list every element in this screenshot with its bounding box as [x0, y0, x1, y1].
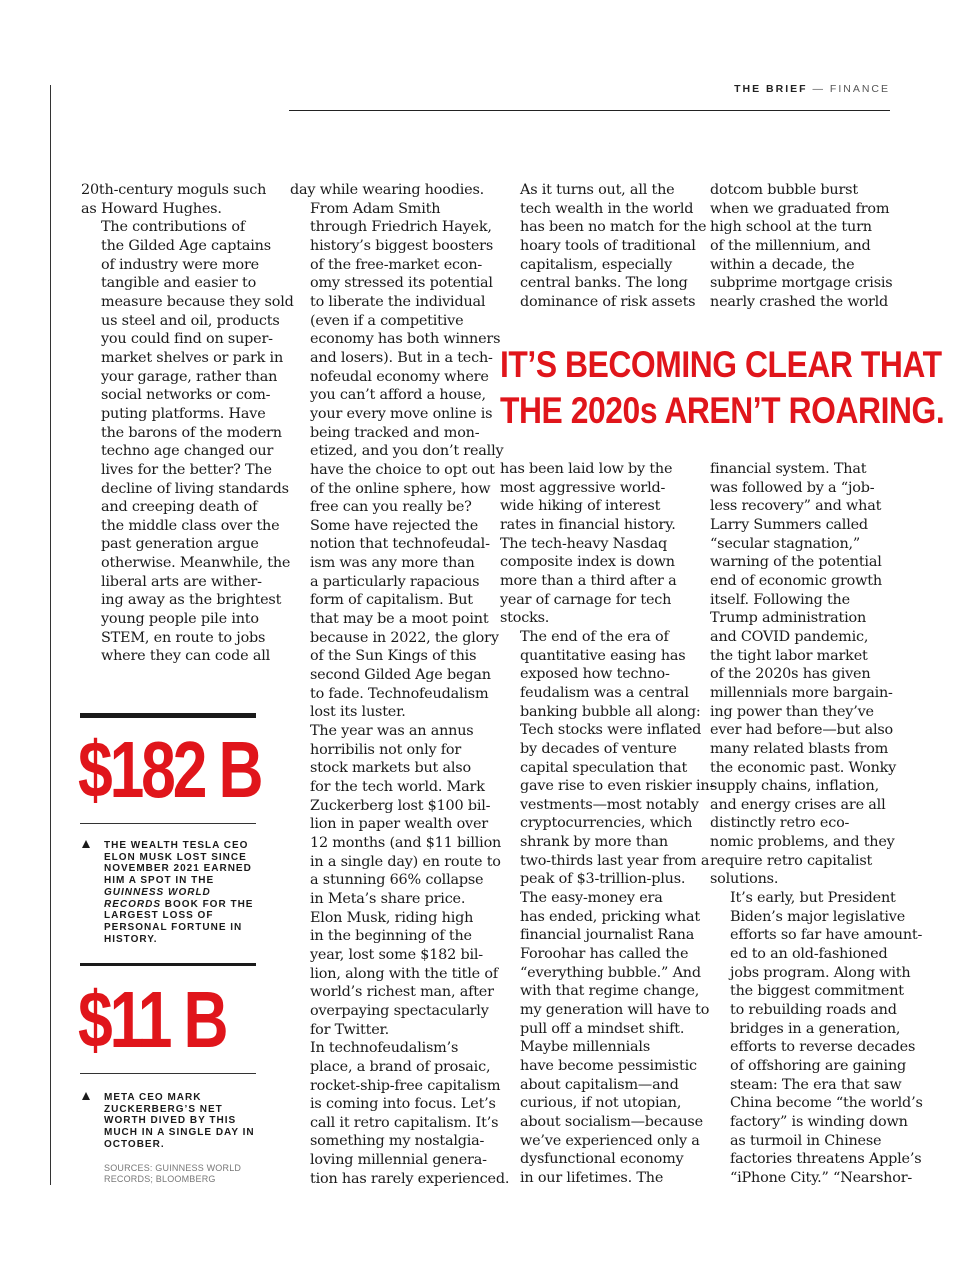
text-line: hoary tools of traditional: [520, 237, 696, 254]
text-line: world’s richest man, after: [310, 984, 494, 1001]
column-4-bottom: [710, 460, 923, 1188]
paragraph: [500, 181, 707, 312]
text-line: ism was any more than: [310, 555, 475, 572]
text-line: “secular stagnation,”: [710, 535, 861, 552]
paragraph: [500, 889, 710, 1038]
text-line: to rebuilding roads and: [730, 1002, 897, 1019]
text-line: of the free-market econ-: [310, 256, 483, 273]
text-line: tech wealth in the world: [520, 200, 694, 217]
text-line: Biden’s major legislative: [730, 908, 906, 925]
text-line: in Meta’s share price.: [310, 890, 466, 907]
text-line: loving millennial genera-: [310, 1152, 487, 1169]
stat-caption-182b: [104, 840, 264, 945]
text-line: The tech-heavy Nasdaq: [500, 535, 668, 552]
text-line: tion has rarely experienced.: [310, 1170, 510, 1187]
text-line: notion that technofeudal-: [310, 536, 490, 553]
text-line: Some have rejected the: [310, 517, 479, 534]
text-line: for Twitter.: [310, 1021, 390, 1038]
text-line: cryptocurrencies, which: [520, 815, 693, 832]
paragraph: [500, 628, 715, 889]
text-line: less recovery” and what: [710, 498, 882, 515]
paragraph: [710, 460, 897, 889]
stat-value-182b: $182 B: [78, 725, 261, 814]
text-line: overpaying spectacularly: [310, 1002, 489, 1019]
text-line: the Gilded Age captains: [101, 237, 271, 254]
text-line: of the Sun Kings of this: [310, 648, 477, 665]
text-line: and COVID pandemic,: [710, 628, 869, 645]
section-header: [734, 83, 890, 95]
text-line: social networks or com-: [101, 387, 271, 404]
text-line: a particularly rapacious: [310, 573, 480, 590]
text-line: in a single day) en route to: [310, 853, 501, 870]
text-line: being tracked and mon-: [310, 424, 480, 441]
text-line: within a decade, the: [710, 256, 855, 273]
text-line: peak of $3-trillion-plus.: [520, 871, 686, 888]
text-line: require retro capitalist: [710, 852, 873, 869]
text-line: most aggressive world-: [500, 479, 666, 496]
text-line: history’s biggest boosters: [310, 237, 494, 254]
text-line: nofeudal economy where: [310, 368, 489, 385]
text-line: you can’t afford a house,: [310, 387, 486, 404]
text-line: you could find on super-: [101, 331, 273, 348]
text-line: warning of the potential: [710, 554, 882, 571]
text-line: many related blasts from: [710, 740, 889, 757]
text-line: as turmoil in Chinese: [730, 1132, 882, 1149]
margin-rule: [50, 85, 51, 1185]
header-label: THE BRIEF: [734, 83, 808, 95]
text-line: where they can code all: [101, 648, 271, 665]
text-line: we’ve experienced only a: [520, 1132, 700, 1149]
text-line: year of carnage for tech: [500, 591, 672, 608]
text-line: have become pessimistic: [520, 1058, 697, 1074]
text-line: subprime mortgage crisis: [710, 275, 893, 292]
text-line: The end of the era of: [520, 628, 669, 645]
text-line: the tight labor market: [710, 647, 868, 664]
text-line: millennials more bargain-: [710, 684, 893, 701]
text-line: when we graduated from: [710, 200, 890, 217]
text-line: feudalism was a central: [520, 684, 689, 701]
text-line: “iPhone City.” “Nearshor-: [730, 1169, 913, 1186]
text-line: past generation argue: [101, 536, 259, 553]
text-line: the middle class over the: [101, 517, 280, 534]
text-line: Foroohar has called the: [520, 946, 689, 963]
text-line: lion in paper wealth over: [310, 816, 488, 833]
text-line: Tech stocks were inflated: [520, 722, 702, 739]
text-line: the economic past. Wonky: [710, 759, 897, 776]
text-line: Elon Musk, riding high: [310, 909, 474, 926]
text-line: dysfunctional economy: [520, 1151, 684, 1168]
text-line: efforts so far have amount-: [730, 927, 923, 944]
text-line: call it retro capitalism. It’s: [310, 1114, 499, 1131]
text-line: gave rise to even riskier in-: [520, 778, 715, 795]
text-line: otherwise. Meanwhile, the: [101, 555, 291, 572]
text-line: about capitalism—and: [520, 1076, 679, 1093]
text-line: As it turns out, all the: [520, 182, 675, 198]
text-line: tangible and easier to: [101, 275, 257, 292]
text-line: the barons of the modern: [101, 424, 282, 441]
pull-quote: [500, 342, 945, 434]
text-line: lives for the better? The: [101, 461, 272, 478]
text-line: young people pile into: [101, 611, 259, 628]
text-line: composite index is down: [500, 554, 675, 571]
text-line: “everything bubble.” And: [520, 964, 701, 981]
text-line: through Friedrich Hayek,: [310, 219, 492, 236]
text-line: more than a third after a: [500, 572, 677, 589]
text-line: nomic problems, and they: [710, 834, 895, 851]
text-line: economy has both winners: [310, 331, 501, 348]
text-line: about socialism—because: [520, 1113, 703, 1130]
text-line: efforts to reverse decades: [730, 1039, 916, 1056]
text-line: your garage, rather than: [101, 368, 278, 385]
stat-rule: [80, 963, 256, 966]
text-line: pull off a mindset shift.: [520, 1020, 685, 1037]
text-line: measure because they sold: [101, 293, 294, 310]
paragraph: [500, 460, 678, 628]
stat-rule: [80, 823, 256, 824]
text-line: dotcom bubble burst: [710, 182, 858, 198]
text-line: and losers). But in a tech-: [310, 349, 493, 366]
triangle-icon: [82, 1092, 90, 1100]
text-line: ever had before—but also: [710, 722, 894, 739]
text-line: something my nostalgia-: [310, 1133, 485, 1150]
text-line: puting platforms. Have: [101, 405, 266, 422]
caption-text: THE WEALTH TESLA CEO ELON MUSK LOST SINCE NOVEMBER 2021 EARNED HIM A SPOT IN THE: [104, 840, 252, 887]
text-line: because in 2022, the glory: [310, 629, 499, 646]
text-line: STEM, en route to jobs: [101, 629, 266, 646]
stat-rule: [80, 713, 256, 718]
column-3-top: [500, 181, 707, 312]
text-line: lion, along with the title of: [310, 965, 498, 982]
paragraph: [710, 181, 893, 312]
text-line: solutions.: [710, 871, 779, 888]
text-line: free can you really be?: [310, 499, 472, 516]
text-line: Trump administration: [710, 610, 867, 627]
text-line: financial journalist Rana: [520, 927, 695, 944]
text-line: The easy-money era: [520, 890, 663, 907]
text-line: to liberate the individual: [310, 293, 486, 310]
text-line: jobs program. Along with: [730, 964, 911, 981]
stat-value-11b: $11 B: [78, 975, 226, 1064]
paragraph: [290, 1039, 510, 1188]
text-line: Zuckerberg lost $100 bil-: [310, 797, 491, 814]
paragraph: [290, 200, 504, 517]
text-line: for the tech world. Mark: [310, 779, 485, 795]
text-line: and creeping death of: [101, 499, 258, 516]
text-line: factories threatens Apple’s: [730, 1151, 922, 1168]
text-line: has been no match for the: [520, 219, 707, 236]
text-line: factory” is winding down: [730, 1113, 908, 1130]
text-line: two-thirds last year from a: [520, 852, 710, 869]
text-line: as Howard Hughes.: [81, 200, 222, 217]
text-line: Larry Summers called: [710, 516, 868, 533]
text-line: and energy crises are all: [710, 796, 886, 813]
text-line: distinctly retro eco-: [710, 815, 850, 832]
column-2: [290, 181, 510, 1188]
text-line: From Adam Smith: [310, 200, 441, 217]
text-line: my generation will have to: [520, 1002, 710, 1019]
text-line: is coming into focus. Let’s: [310, 1096, 496, 1113]
text-line: day while wearing hoodies.: [290, 182, 485, 198]
text-line: supply chains, inflation,: [710, 778, 879, 795]
text-line: In technofeudalism’s: [310, 1040, 459, 1057]
text-line: of industry were more: [101, 256, 259, 273]
header-section: FINANCE: [829, 83, 890, 95]
text-line: The contributions of: [101, 219, 245, 236]
text-line: etized, and you don’t really: [310, 443, 504, 460]
text-line: financial system. That: [710, 461, 867, 477]
text-line: vestments—most notably: [520, 796, 699, 813]
text-line: of the millennium, and: [710, 237, 871, 254]
text-line: itself. Following the: [710, 591, 850, 608]
text-line: lost its luster.: [310, 704, 406, 721]
text-line: in our lifetimes. The: [520, 1169, 664, 1186]
text-line: steam: The era that saw: [730, 1076, 902, 1093]
text-line: place, a brand of prosaic,: [310, 1058, 491, 1075]
text-line: rates in financial history.: [500, 516, 676, 533]
text-line: nearly crashed the world: [710, 293, 889, 310]
paragraph: [500, 1038, 703, 1187]
header-rule: [289, 110, 890, 111]
text-line: by decades of venture: [520, 740, 677, 757]
text-line: stock markets but also: [310, 760, 471, 777]
text-line: of the online sphere, how: [310, 480, 491, 497]
paragraph: [81, 181, 267, 218]
text-line: banking bubble all along:: [520, 703, 701, 720]
text-line: capitalism, especially: [520, 256, 673, 273]
paragraph: [290, 722, 502, 1039]
text-line: exposed how techno-: [520, 666, 670, 683]
caption-text: BOOK FOR THE LARGEST LOSS OF PERSONAL FORTUNE IN HISTORY.: [104, 898, 254, 945]
text-line: has ended, pricking what: [520, 908, 700, 925]
text-line: a stunning 66% collapse: [310, 872, 484, 889]
text-line: of offshoring are gaining: [730, 1058, 907, 1074]
paragraph: [290, 181, 485, 200]
text-line: that may be a moot point: [310, 611, 489, 628]
text-line: ed to an old-fashioned: [730, 946, 888, 963]
text-line: ing power than they’ve: [710, 703, 874, 720]
pull-quote-line: IT’S BECOMING CLEAR THAT: [500, 344, 942, 385]
caption-text: META CEO MARK ZUCKERBERG’S NET WORTH DIVED BY THIS MUCH IN A SINGLE DAY IN OCTOBER.: [104, 1092, 255, 1150]
stat-caption-11b: [104, 1092, 264, 1151]
column-1: [81, 181, 294, 666]
stat-rule: [80, 1073, 256, 1074]
text-line: rocket-ship-free capitalism: [310, 1077, 501, 1094]
text-line: your every move online is: [310, 405, 493, 422]
text-line: horribilis not only for: [310, 741, 462, 758]
text-line: form of capitalism. But: [310, 592, 473, 609]
text-line: shrank by more than: [520, 834, 668, 851]
text-line: (even if a competitive: [310, 312, 464, 329]
sources-note: SOURCES: GUINNESS WORLD RECORDS; BLOOMBERG: [104, 1163, 242, 1184]
text-line: has been laid low by the: [500, 461, 673, 477]
text-line: The year was an annus: [310, 723, 474, 740]
paragraph: [81, 218, 294, 666]
caption-italic: GUINNESS WORLD RECORDS: [104, 886, 211, 910]
text-line: decline of living standards: [101, 480, 289, 497]
text-line: second Gilded Age began: [310, 667, 491, 684]
pull-quote-line: THE 2020s AREN’T ROARING.: [500, 390, 945, 431]
text-line: liberal arts are wither-: [101, 573, 262, 590]
text-line: wide hiking of interest: [500, 498, 661, 515]
text-line: bridges in a generation,: [730, 1020, 901, 1037]
text-line: of the 2020s has given: [710, 666, 871, 683]
text-line: high school at the turn: [710, 219, 872, 236]
header-separator: —: [812, 83, 825, 95]
text-line: central banks. The long: [520, 275, 688, 292]
text-line: curious, if not utopian,: [520, 1095, 682, 1112]
text-line: have the choice to opt out: [310, 461, 495, 478]
text-line: year, lost some $182 bil-: [310, 946, 483, 963]
text-line: 12 months (and $11 billion: [310, 834, 502, 851]
text-line: techno age changed our: [101, 443, 274, 460]
column-4-top: [710, 181, 893, 312]
text-line: omy stressed its potential: [310, 275, 493, 292]
text-line: the biggest commitment: [730, 983, 904, 1000]
text-line: to fade. Technofeudalism: [310, 685, 489, 702]
text-line: end of economic growth: [710, 572, 882, 589]
text-line: market shelves or park in: [101, 349, 284, 366]
triangle-icon: [82, 840, 90, 848]
text-line: stocks.: [500, 610, 550, 627]
text-line: quantitative easing has: [520, 647, 686, 664]
text-line: dominance of risk assets: [520, 293, 696, 310]
text-line: It’s early, but President: [730, 890, 896, 907]
column-3-bottom: [500, 460, 715, 1188]
text-line: ing away as the brightest: [101, 592, 282, 609]
paragraph: [290, 517, 499, 722]
text-line: in the beginning of the: [310, 928, 472, 945]
text-line: Maybe millennials: [520, 1039, 651, 1056]
text-line: 20th-century moguls such: [81, 182, 267, 198]
text-line: with that regime change,: [520, 983, 700, 1000]
paragraph: [710, 889, 923, 1188]
text-line: was followed by a “job-: [710, 479, 875, 496]
text-line: us steel and oil, products: [101, 312, 280, 329]
text-line: capital speculation that: [520, 759, 688, 776]
text-line: China become “the world’s: [730, 1095, 923, 1112]
